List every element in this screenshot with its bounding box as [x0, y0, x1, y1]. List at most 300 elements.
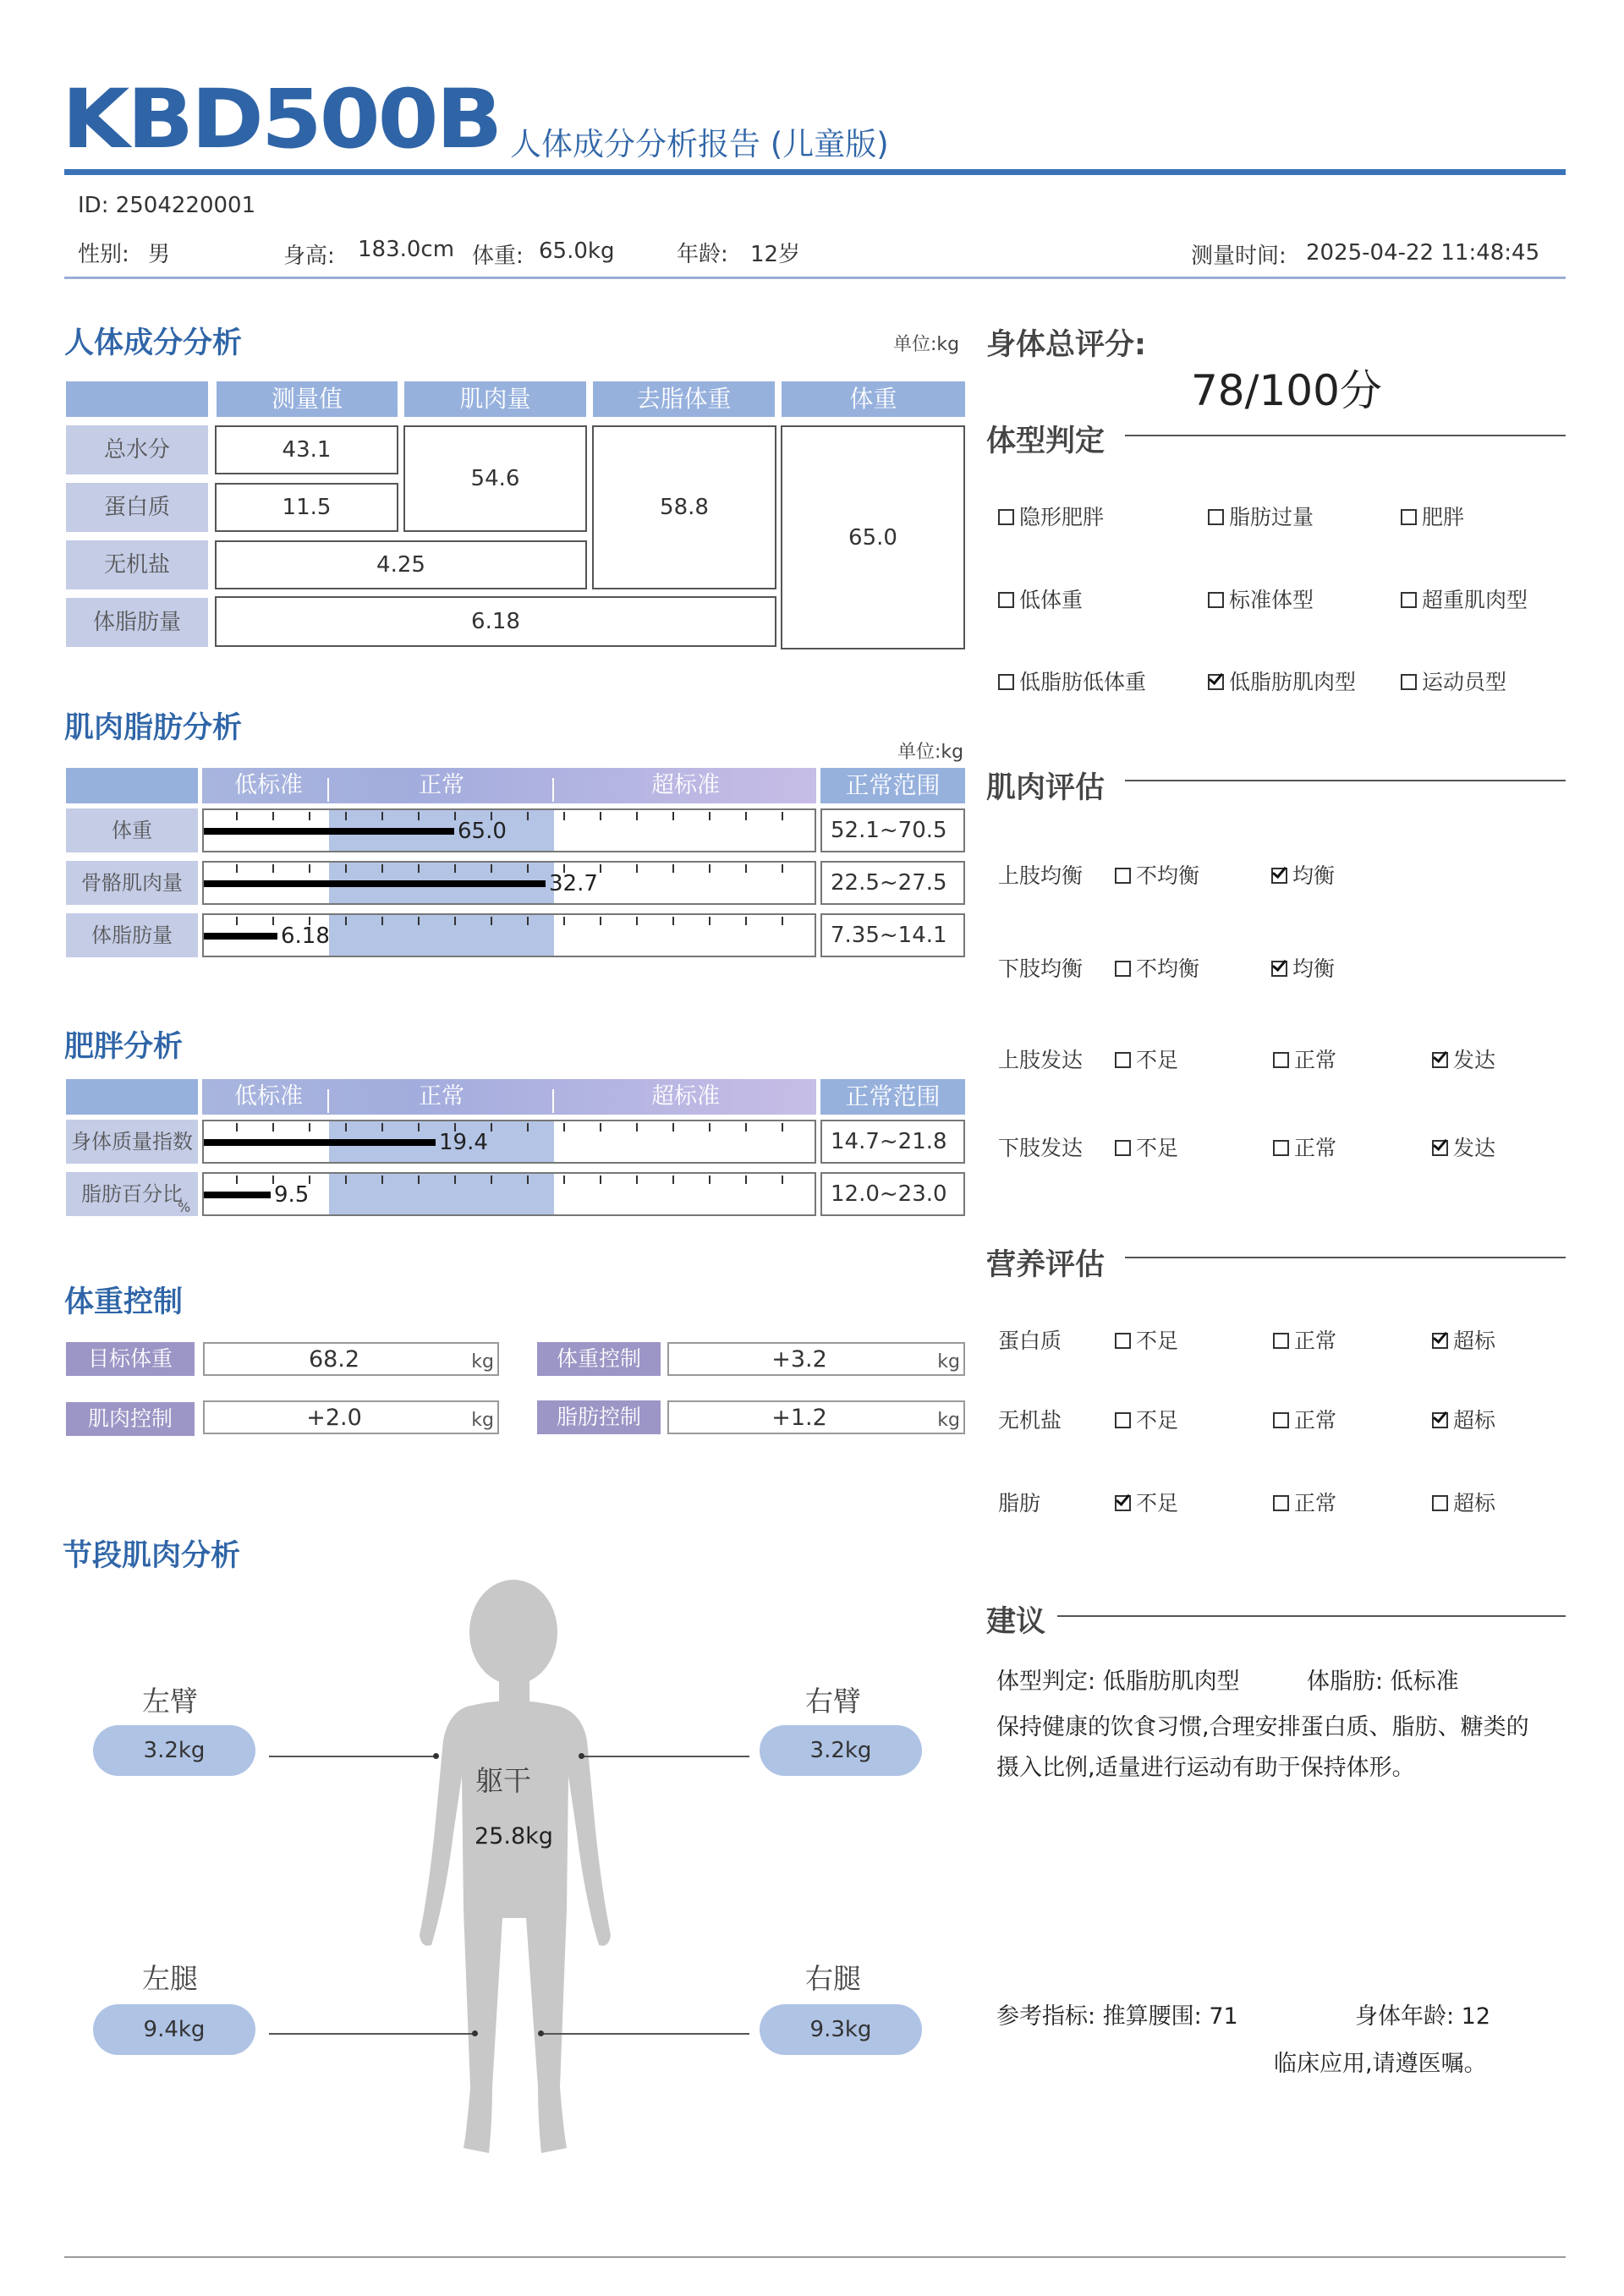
eval-option-label: 正常 — [1294, 1491, 1337, 1515]
left-leg-value: 9.4kg — [93, 2004, 255, 2055]
obesity-row-label: 身体质量指数 — [66, 1120, 198, 1164]
value-ffm: 58.8 — [592, 425, 776, 589]
body-type-option — [1401, 584, 1528, 614]
row-label-protein: 蛋白质 — [66, 483, 208, 532]
body-type-option-label: 低脂肪低体重 — [1019, 670, 1147, 694]
eval-option — [1271, 952, 1335, 983]
muscle_fat-tick — [418, 864, 420, 873]
eval-checkbox — [1432, 1333, 1448, 1349]
eval-row-label: 下肢发达 — [998, 1136, 1084, 1160]
advice-body-type: 体型判定: 低脂肪肌肉型 — [996, 1669, 1240, 1695]
mf-header-blank — [66, 768, 198, 803]
muscle_fat-tick — [345, 864, 347, 873]
mf-scale-header — [202, 768, 816, 803]
muscle_fat-tick — [272, 812, 274, 820]
obesity-tick — [309, 1123, 310, 1132]
ob-scale-header — [202, 1079, 816, 1115]
obesity-tick — [381, 1123, 383, 1132]
ob-header-blank — [66, 1079, 198, 1115]
eval-checkbox — [1271, 961, 1287, 977]
obesity-tick — [636, 1175, 638, 1184]
obesity-bar-value: 19.4 — [439, 1130, 488, 1155]
muscle_fat-bar-track — [202, 913, 816, 957]
eval-option-label: 不均衡 — [1136, 863, 1200, 888]
value-protein: 11.5 — [215, 483, 398, 532]
muscle_fat-row-label: 骨骼肌肉量 — [66, 861, 198, 905]
eval-checkbox — [1115, 1333, 1131, 1349]
muscle_fat-range: 22.5~27.5 — [820, 861, 965, 905]
eval-checkbox — [1115, 1495, 1131, 1511]
muscle-control-box — [203, 1400, 499, 1434]
composition-header-blank — [66, 381, 208, 417]
eval-option — [1273, 1324, 1336, 1355]
fat-control-unit: kg — [937, 1410, 960, 1431]
eval-checkbox — [1115, 1140, 1131, 1156]
muscle_fat-tick — [782, 864, 783, 873]
sex-label: 性别: — [78, 242, 129, 267]
muscle_fat-tick — [745, 917, 747, 925]
body-type-option — [1208, 584, 1314, 614]
muscle_fat-tick — [745, 864, 747, 873]
obesity-tick — [236, 1123, 238, 1132]
weight-value: 65.0kg — [539, 238, 615, 264]
muscle_fat-tick — [782, 917, 783, 925]
muscle_fat-tick — [709, 812, 710, 820]
muscle_fat-tick — [345, 812, 347, 820]
eval-row-label: 脂肪 — [998, 1491, 1041, 1515]
eval-row-label: 无机盐 — [998, 1408, 1062, 1433]
muscle_fat-tick — [345, 917, 347, 925]
obesity-tick — [672, 1123, 674, 1132]
advice-title: 建议 — [986, 1605, 1046, 1639]
body-type-checkbox — [1208, 674, 1224, 690]
score-value: 78/100分 — [1191, 366, 1382, 415]
eval-checkbox — [1273, 1333, 1289, 1349]
value-mineral: 4.25 — [215, 540, 587, 589]
reference-body-age: 身体年龄: 12 — [1355, 2003, 1491, 2030]
obesity-tick — [418, 1123, 420, 1132]
muscle_fat-tick — [236, 812, 238, 820]
muscle_fat-tick — [309, 812, 310, 820]
eval-checkbox — [1432, 1140, 1448, 1156]
muscle-control-value: +2.0 — [306, 1405, 362, 1431]
fat-control-value: +1.2 — [771, 1405, 827, 1431]
body-type-option — [998, 666, 1146, 696]
eval-option-label: 超标 — [1453, 1329, 1496, 1353]
right-arm-value: 3.2kg — [760, 1725, 922, 1776]
obesity-normal-band — [329, 1174, 554, 1214]
left-arm-label: 左臂 — [142, 1685, 198, 1718]
obesity-tick — [636, 1123, 638, 1132]
body-type-checkbox — [1208, 509, 1224, 525]
obesity-tick — [491, 1175, 492, 1184]
reference-waist: 参考指标: 推算腰围: 71 — [996, 2003, 1238, 2030]
muscle_fat-tick — [709, 864, 710, 873]
eval-row-label: 上肢均衡 — [998, 863, 1084, 888]
obesity-tick — [745, 1175, 747, 1184]
mf-sep-1 — [327, 778, 329, 802]
muscle_fat-tick — [672, 812, 674, 820]
obesity-bar-track — [202, 1120, 816, 1164]
info-divider — [64, 277, 1566, 279]
body-type-option-label: 运动员型 — [1422, 670, 1507, 694]
time-label: 测量时间: — [1191, 244, 1287, 269]
muscle_fat-tick — [782, 812, 783, 820]
left-arm-connector — [269, 1756, 436, 1757]
row-label-water: 总水分 — [66, 425, 208, 474]
muscle_fat-bar-value: 6.18 — [281, 923, 330, 949]
footer-divider — [64, 2256, 1566, 2258]
height-value: 183.0cm — [358, 237, 455, 262]
obesity-tick — [527, 1123, 529, 1132]
age-value: 12岁 — [750, 242, 801, 267]
mf-sep-2 — [552, 778, 554, 802]
obesity-row-label: 脂肪百分比 — [66, 1172, 198, 1216]
eval-row-label: 上肢发达 — [998, 1048, 1084, 1072]
muscle_fat-tick — [600, 917, 601, 925]
mf-low-label: 低标准 — [234, 772, 303, 798]
eval-option-label: 不足 — [1136, 1048, 1179, 1072]
body-type-checkbox — [1401, 674, 1417, 690]
eval-option-label: 不足 — [1136, 1491, 1179, 1515]
eval-checkbox — [1115, 868, 1131, 884]
header-muscle: 肌肉量 — [404, 381, 586, 417]
obesity-tick — [563, 1175, 565, 1184]
muscle_fat-tick — [672, 917, 674, 925]
obesity-range: 14.7~21.8 — [820, 1120, 965, 1164]
muscle_fat-tick — [236, 864, 238, 873]
left-leg-label: 左腿 — [142, 1962, 198, 1995]
muscle_fat-bar-track — [202, 808, 816, 852]
muscle_fat-tick — [491, 864, 492, 873]
body-type-checkbox — [1401, 509, 1417, 525]
ob-sep-2 — [552, 1089, 554, 1113]
obesity-title: 肥胖分析 — [64, 1030, 184, 1064]
right-arm-dot — [579, 1753, 584, 1759]
body-type-option-label: 标准体型 — [1229, 588, 1314, 612]
eval-option — [1432, 1324, 1495, 1355]
muscle_fat-tick — [600, 864, 601, 873]
muscle_fat-bar-fill — [204, 828, 454, 835]
eval-checkbox — [1115, 1412, 1131, 1428]
ob-normal-label: 正常 — [419, 1083, 464, 1110]
muscle_fat-row-label: 体脂肪量 — [66, 913, 198, 957]
weight-control-unit: kg — [937, 1351, 960, 1373]
ob-sep-1 — [327, 1089, 329, 1113]
eval-option — [1432, 1132, 1495, 1162]
eval-row-label: 蛋白质 — [998, 1329, 1062, 1353]
obesity-tick — [600, 1123, 601, 1132]
muscle-eval-rule — [1125, 780, 1566, 781]
eval-checkbox — [1273, 1140, 1289, 1156]
muscle_fat-tick — [272, 917, 274, 925]
age-label: 年龄: — [677, 242, 728, 267]
ob-low-label: 低标准 — [234, 1083, 303, 1110]
muscle_fat-tick — [381, 917, 383, 925]
body-type-option — [998, 584, 1083, 614]
value-muscle: 54.6 — [403, 425, 587, 532]
eval-checkbox — [1115, 1052, 1131, 1068]
right-leg-value: 9.3kg — [760, 2004, 922, 2055]
eval-option — [1432, 1044, 1495, 1074]
muscle_fat-tick — [636, 812, 638, 820]
eval-checkbox — [1273, 1495, 1289, 1511]
eval-checkbox — [1432, 1495, 1448, 1511]
body-type-option — [1208, 501, 1314, 531]
eval-option-label: 正常 — [1294, 1408, 1337, 1433]
report-title: 人体成分分析报告 (儿童版) — [510, 126, 889, 162]
obesity-range: 12.0~23.0 — [820, 1172, 965, 1216]
obesity-tick — [709, 1175, 710, 1184]
height-label: 身高: — [283, 244, 335, 269]
eval-option — [1273, 1044, 1336, 1074]
advice-line-2: 摄入比例,适量进行运动有助于保持体形。 — [996, 1755, 1415, 1781]
eval-checkbox — [1273, 1412, 1289, 1428]
ob-high-label: 超标准 — [651, 1083, 720, 1110]
eval-option-label: 超标 — [1453, 1408, 1496, 1433]
row-label-fat: 体脂肪量 — [66, 598, 208, 647]
trunk-value: 25.8kg — [475, 1823, 553, 1849]
header-ffm: 去脂体重 — [593, 381, 775, 417]
obesity-tick — [236, 1175, 238, 1184]
advice-body-fat: 体脂肪: 低标准 — [1307, 1669, 1459, 1695]
obesity-tick — [491, 1123, 492, 1132]
obesity-tick — [672, 1175, 674, 1184]
muscle_fat-tick — [381, 864, 383, 873]
score-label: 身体总评分: — [986, 328, 1146, 362]
muscle_fat-tick — [636, 864, 638, 873]
muscle_fat-bar-track — [202, 861, 816, 905]
eval-checkbox — [1115, 961, 1131, 977]
eval-option-label: 发达 — [1453, 1048, 1496, 1072]
muscle-fat-unit: 单位:kg — [897, 742, 964, 763]
eval-option — [1115, 859, 1199, 890]
obesity-tick — [782, 1123, 783, 1132]
value-weight: 65.0 — [781, 425, 965, 649]
obesity-bar-fill — [204, 1139, 436, 1146]
fat-control-box — [667, 1400, 965, 1434]
eval-option — [1115, 1044, 1178, 1074]
sex-value: 男 — [148, 242, 171, 267]
eval-option — [1273, 1404, 1336, 1434]
muscle-fat-title: 肌肉脂肪分析 — [64, 711, 243, 745]
eval-option-label: 不足 — [1136, 1136, 1179, 1160]
eval-option-label: 超标 — [1453, 1491, 1496, 1515]
muscle-control-label: 肌肉控制 — [66, 1402, 195, 1436]
muscle_fat-tick — [636, 917, 638, 925]
muscle_fat-tick — [600, 812, 601, 820]
eval-checkbox — [1432, 1412, 1448, 1428]
advice-line-1: 保持健康的饮食习惯,合理安排蛋白质、脂肪、糖类的 — [996, 1714, 1529, 1740]
eval-option-label: 不足 — [1136, 1329, 1179, 1353]
eval-option — [1432, 1487, 1495, 1517]
value-fat: 6.18 — [215, 596, 776, 647]
muscle_fat-range: 52.1~70.5 — [820, 808, 965, 852]
weight-control-label: 体重控制 — [537, 1342, 661, 1376]
obesity-tick — [527, 1175, 529, 1184]
weight-control-value: +3.2 — [771, 1346, 827, 1373]
muscle_fat-normal-band — [329, 915, 554, 956]
mf-high-label: 超标准 — [651, 772, 720, 798]
mf-range-header: 正常范围 — [820, 768, 965, 803]
body-type-option-label: 低脂肪肌肉型 — [1229, 670, 1357, 694]
obesity-tick — [345, 1175, 347, 1184]
body-type-option — [1401, 501, 1464, 531]
target-weight-unit: kg — [471, 1351, 494, 1373]
brand-logo: KBD500B — [62, 72, 501, 167]
eval-option — [1273, 1487, 1336, 1517]
eval-option — [1115, 952, 1199, 983]
muscle-eval-title: 肌肉评估 — [986, 771, 1106, 805]
body-type-checkbox — [1401, 592, 1417, 608]
obesity-tick — [709, 1123, 710, 1132]
eval-checkbox — [1273, 1052, 1289, 1068]
eval-row-label: 下肢均衡 — [998, 956, 1084, 981]
body-type-checkbox — [998, 674, 1014, 690]
right-leg-label: 右腿 — [805, 1962, 861, 1995]
muscle_fat-tick — [454, 864, 456, 873]
value-water: 43.1 — [215, 425, 398, 474]
time-value: 2025-04-22 11:48:45 — [1306, 240, 1540, 266]
muscle_fat-bar-value: 65.0 — [458, 819, 507, 844]
obesity-tick — [272, 1123, 274, 1132]
muscle_fat-tick — [745, 812, 747, 820]
muscle_fat-tick — [236, 917, 238, 925]
obesity-tick — [418, 1175, 420, 1184]
header-weight: 体重 — [782, 381, 965, 417]
obesity-tick — [600, 1175, 601, 1184]
muscle_fat-tick — [418, 917, 420, 925]
composition-unit: 单位:kg — [893, 334, 960, 355]
body-type-option-label: 超重肌肉型 — [1422, 588, 1528, 612]
target-weight-label: 目标体重 — [66, 1342, 195, 1376]
body-type-option-label: 肥胖 — [1422, 505, 1465, 529]
body-type-title: 体型判定 — [986, 425, 1106, 458]
eval-option-label: 发达 — [1453, 1136, 1496, 1160]
left-leg-connector — [269, 2033, 475, 2035]
obesity-tick — [381, 1175, 383, 1184]
child-silhouette — [414, 1580, 617, 2163]
eval-option-label: 均衡 — [1292, 863, 1336, 888]
obesity-bar-track — [202, 1172, 816, 1216]
body-type-option — [1401, 666, 1506, 696]
muscle_fat-tick — [527, 864, 529, 873]
eval-option — [1115, 1132, 1178, 1162]
body-type-option-label: 隐形肥胖 — [1019, 505, 1105, 529]
eval-option — [1115, 1487, 1178, 1517]
eval-option — [1273, 1132, 1336, 1162]
muscle_fat-tick — [454, 917, 456, 925]
obesity-tick — [454, 1175, 456, 1184]
ob-range-header: 正常范围 — [820, 1079, 965, 1115]
body-type-checkbox — [1208, 592, 1224, 608]
muscle_fat-tick — [272, 864, 274, 873]
eval-checkbox — [1271, 868, 1287, 884]
eval-option — [1115, 1324, 1178, 1355]
right-arm-label: 右臂 — [805, 1685, 861, 1718]
eval-option-label: 正常 — [1294, 1048, 1337, 1072]
fat-control-label: 脂肪控制 — [537, 1400, 661, 1434]
muscle_fat-bar-fill — [204, 933, 277, 940]
obesity-tick — [563, 1123, 565, 1132]
obesity-row-unit: % — [178, 1199, 191, 1215]
eval-option — [1115, 1404, 1178, 1434]
trunk-label: 躯干 — [475, 1764, 531, 1797]
muscle_fat-range: 7.35~14.1 — [820, 913, 965, 957]
obesity-tick — [345, 1123, 347, 1132]
muscle_fat-tick — [381, 812, 383, 820]
body-type-checkbox — [998, 509, 1014, 525]
eval-checkbox — [1432, 1052, 1448, 1068]
target-weight-value: 68.2 — [308, 1346, 360, 1373]
weight-control-box — [667, 1342, 965, 1376]
composition-title: 人体成分分析 — [64, 326, 243, 360]
muscle_fat-tick — [527, 917, 529, 925]
left-leg-dot — [472, 2030, 478, 2036]
eval-option-label: 均衡 — [1292, 956, 1336, 981]
muscle_fat-bar-fill — [204, 880, 546, 887]
muscle_fat-tick — [309, 864, 310, 873]
advice-rule — [1057, 1615, 1566, 1617]
right-leg-connector — [541, 2033, 749, 2035]
muscle_fat-tick — [563, 812, 565, 820]
body-type-option-label: 脂肪过量 — [1229, 505, 1314, 529]
muscle_fat-tick — [454, 812, 456, 820]
obesity-bar-value: 9.5 — [274, 1182, 310, 1208]
muscle_fat-tick — [418, 812, 420, 820]
muscle_fat-bar-value: 32.7 — [549, 871, 598, 896]
body-type-option-label: 低体重 — [1019, 588, 1084, 612]
right-leg-dot — [538, 2030, 544, 2036]
weight-control-title: 体重控制 — [64, 1285, 184, 1319]
muscle_fat-tick — [527, 812, 529, 820]
eval-option-label: 正常 — [1294, 1136, 1337, 1160]
body-type-option — [1208, 666, 1356, 696]
left-arm-dot — [433, 1753, 439, 1759]
eval-option — [1432, 1404, 1495, 1434]
nutrition-title: 营养评估 — [986, 1248, 1106, 1282]
row-label-mineral: 无机盐 — [66, 540, 208, 589]
body-type-option — [998, 501, 1104, 531]
segment-title: 节段肌肉分析 — [63, 1539, 241, 1573]
target-weight-box — [203, 1342, 499, 1376]
muscle_fat-tick — [563, 917, 565, 925]
eval-option-label: 正常 — [1294, 1329, 1337, 1353]
reference-note: 临床应用,请遵医嘱。 — [1274, 2051, 1487, 2077]
eval-option-label: 不均衡 — [1136, 956, 1200, 981]
left-arm-value: 3.2kg — [93, 1725, 255, 1776]
muscle-control-unit: kg — [471, 1410, 494, 1431]
header-measured: 测量值 — [217, 381, 398, 417]
body-type-rule — [1125, 435, 1566, 436]
body-type-checkbox — [998, 592, 1014, 608]
header-divider — [64, 169, 1566, 175]
obesity-bar-fill — [204, 1192, 271, 1198]
obesity-tick — [782, 1175, 783, 1184]
muscle_fat-tick — [709, 917, 710, 925]
right-arm-connector — [582, 1756, 749, 1757]
nutrition-rule — [1125, 1257, 1566, 1258]
mf-normal-label: 正常 — [419, 772, 464, 798]
muscle_fat-tick — [672, 864, 674, 873]
obesity-tick — [745, 1123, 747, 1132]
patient-id: ID: 2504220001 — [78, 193, 256, 218]
muscle_fat-row-label: 体重 — [66, 808, 198, 852]
weight-label: 体重: — [472, 244, 524, 269]
eval-option — [1271, 859, 1335, 890]
muscle_fat-tick — [491, 917, 492, 925]
eval-option-label: 不足 — [1136, 1408, 1179, 1433]
